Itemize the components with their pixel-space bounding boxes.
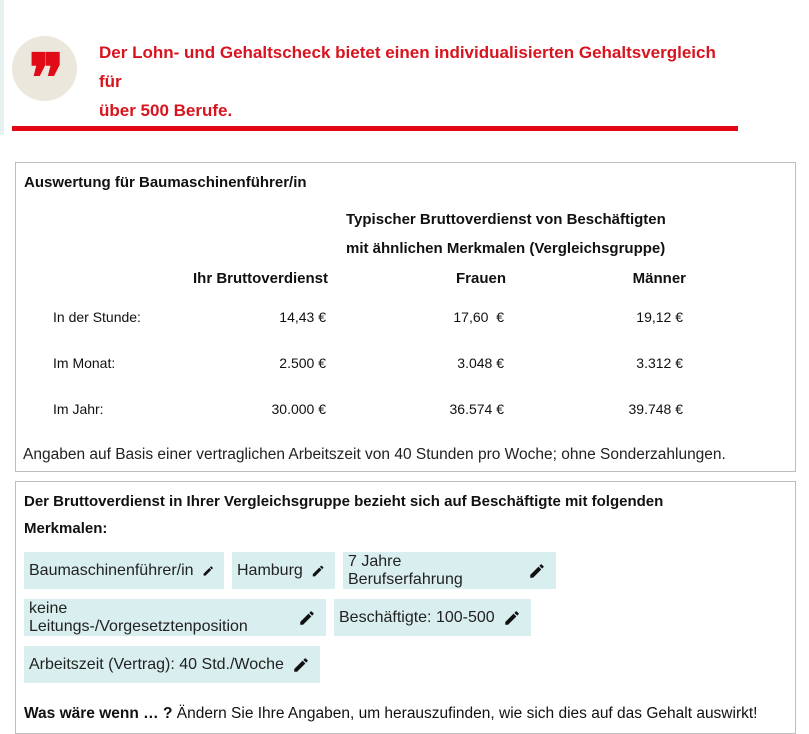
tag-experience[interactable] [343,552,556,589]
tag-company-size-label: Beschäftigte: 100-500 [339,608,495,626]
tag-experience-label: 7 Jahre Berufserfahrung [348,552,463,588]
quote-icon [12,36,77,116]
value-men-month: 3.312 € [636,355,683,371]
criteria-panel [15,481,796,734]
pencil-icon[interactable] [292,656,310,674]
what-if-text: Ändern Sie Ihre Angaben, um herauszufinden, wie sich dies auf das Gehalt auswirkt! [172,705,758,722]
tag-working-hours[interactable] [24,646,320,683]
value-women-month: 3.048 € [457,355,504,371]
tag-company-size[interactable] [334,599,531,636]
row-label-year: Im Jahr: [53,401,104,417]
value-own-year: 30.000 € [271,401,326,417]
red-divider [12,126,738,131]
column-header-women: Frauen [455,270,506,287]
tag-working-hours-label: Arbeitszeit (Vertrag): 40 Std./Woche [29,655,284,673]
result-panel [15,162,796,472]
group-heading-line-1: Typischer Bruttoverdienst von Beschäftigten [346,211,666,228]
value-men-year: 39.748 € [628,401,683,417]
what-if-label: Was wäre wenn … ? [24,705,173,722]
left-accent-rule [0,0,4,135]
criteria-heading-line-1: Der Bruttoverdienst in Ihrer Vergleichsgruppe bezieht sich auf Beschäftigte mit folgenden [24,493,664,510]
result-footnote: Angaben auf Basis einer vertraglichen Arbeitszeit von 40 Stunden pro Woche; ohne Sonderzahlungen. [23,446,726,463]
criteria-heading-line-2: Merkmalen: [24,520,108,537]
what-if-hint [24,705,757,723]
intro-text [99,38,739,125]
pencil-icon[interactable] [202,562,214,580]
column-header-men: Männer [632,270,686,287]
row-label-month: Im Monat: [53,355,116,371]
row-label-hour: In der Stunde: [53,309,141,325]
group-heading-line-2: mit ähnlichen Merkmalen (Vergleichsgruppe) [346,240,666,257]
value-women-hour: 17,60 € [453,309,504,325]
column-header-own: Ihr Bruttoverdienst [192,270,328,287]
pencil-icon[interactable] [311,562,325,580]
value-men-hour: 19,12 € [636,309,683,325]
tag-occupation-label: Baumaschinenführer/in [29,561,194,579]
tag-location-label: Hamburg [237,561,303,579]
pencil-icon[interactable] [528,562,546,580]
pencil-icon[interactable] [298,609,316,627]
pencil-icon[interactable] [503,609,521,627]
tag-leadership-label: keine Leitungs-/Vorgesetztenposition [29,599,248,635]
tag-location[interactable] [232,552,335,589]
intro-line-2: über 500 Berufe. [99,101,233,120]
quote-glyph: ❞ [28,42,61,116]
value-women-year: 36.574 € [449,401,504,417]
result-title: Auswertung für Baumaschinenführer/in [24,174,307,191]
intro-line-1: Der Lohn- und Gehaltscheck bietet einen individualisierten Gehaltsvergleich für [99,43,716,91]
tag-leadership[interactable] [24,599,326,636]
value-own-month: 2.500 € [279,355,326,371]
value-own-hour: 14,43 € [279,309,326,325]
tag-occupation[interactable] [24,552,224,589]
